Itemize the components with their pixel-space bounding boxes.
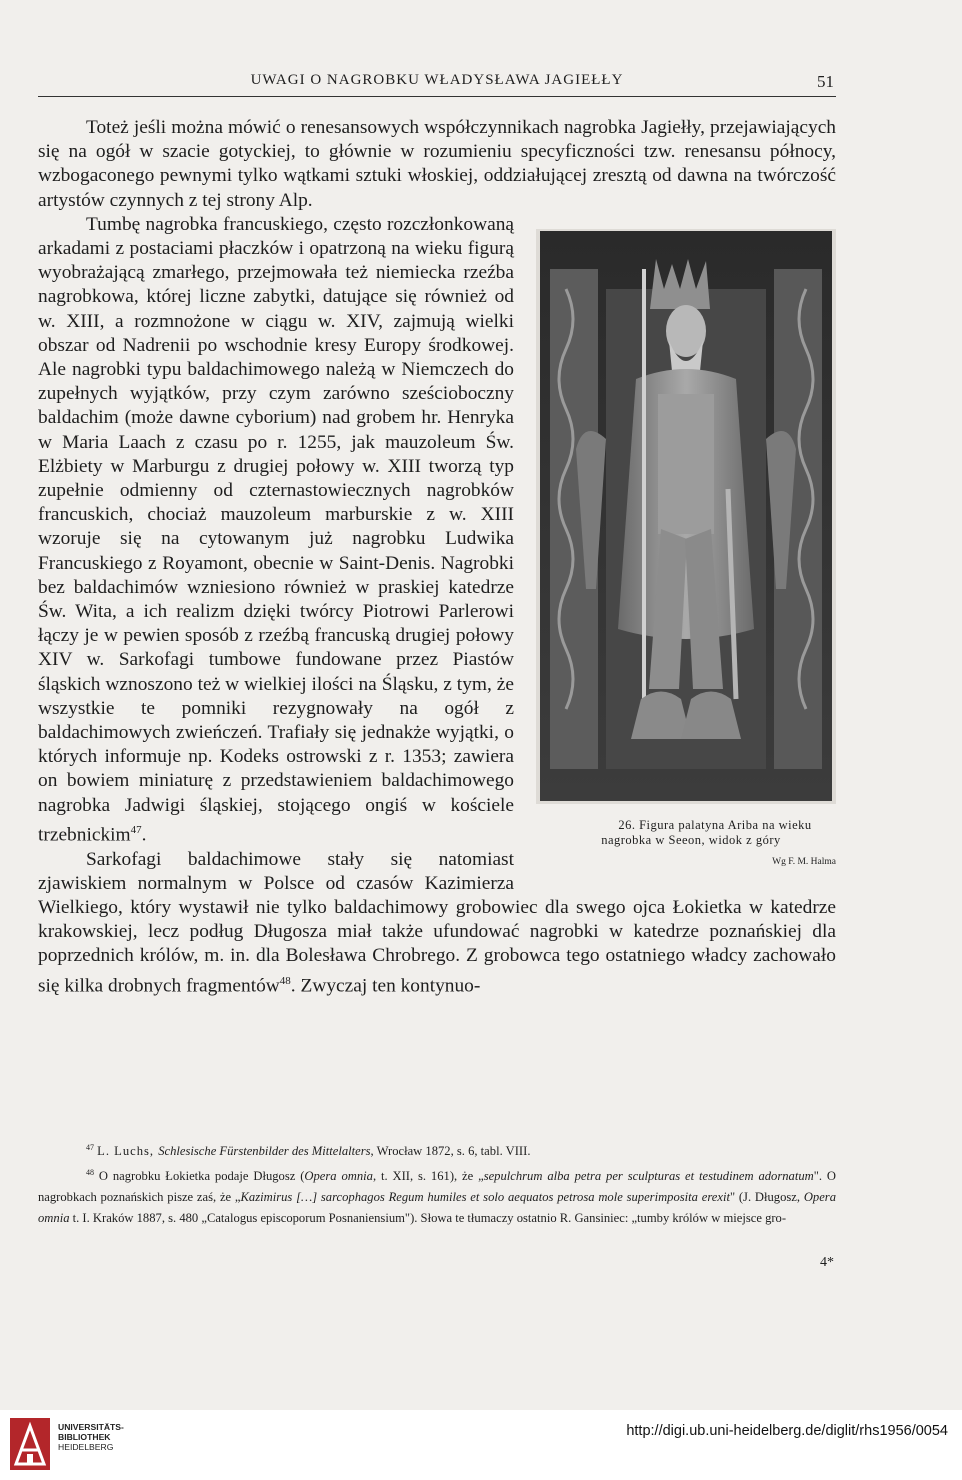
page-number: 51 (817, 72, 834, 91)
footnote-48-part-h: Opera omnia (38, 1190, 836, 1226)
paragraph-2: 26. Figura palatyna Ariba na wieku nagrobka w Seeon, widok z góry Wg F. M. Halma Tumbę nagrobka francuskiego, często rozczłonkowaną arkadami z postaciami płaczków i opatrzoną na wieku figurą wyobrażającą zmarłego, przejmowała też niemiecka rzeźba nagrobkowa, której liczne zabytki, datujące się również od w. XIII, a rozmnożone w ciągu w. XIV, zajmują wielki obszar od Nadrenii po wschodnie kresy Europy środkowej. Ale nagrobki typu baldachimowego należą w Niemczech do zupełnych wyjątków, przy czym zarówno sześcioboczny baldachim (może dawne cyborium) nad grobem hr. Henryka w Maria Laach z czasu po r. 1255, jak mauzoleum Św. Elżbiety w Marburgu z drugiej połowy w. XIII tworzą typ zupełnie odmienny od czternastowiecznych nagrobków francuskich, chociaż mauzoleum marburskie z w. XIII wzoruje się na cytowanym już nagrobku Ludwika Francuskiego z Royamont, obecnie w Saint-Denis. Nagrobki bez baldachimów wzniesiono również w praskiej katedrze Św. Wita, a ich realizm dzięki twórcy Piotrowi Parlerowi łączy je w pewien sposób z rzeźbą francuską drugiej połowy XIV w. Sarkofagi tumbowe fundowane przez Piastów śląskich wznoszono też w wielkiej ilości na Śląsku, z tym, że wszystkie te pomniki rezygnowały na ogół z baldachimowych zwieńczeń. Trafiały się jednakże wyjątki, o których informuje np. Kodeks ostrowski z r. 1353; zawiera on bowiem miniaturę z przedstawieniem baldachimowego nagrobka Jadwigi śląskiej, stojącego ongiś w kościele trzebnickim$^{47}$. (38, 213, 836, 848)
footnote-48-part-d: sepulchrum alba petra per sculpturas et testudinem adornatum (483, 1169, 814, 1184)
figure-credit: Wg F. M. Halma (772, 856, 836, 867)
footnote-48-part-f: Kazimirus […] sarcophagos Regum humiles et solo aequatos petrosa mole superimposita erexit (240, 1190, 730, 1205)
paragraph-3-text: Sarkofagi baldachimowe stały się natomiast zjawiskiem normalnym w Polsce od czasów Kazimierza Wielkiego, który wystawił nie tylko baldachimowy grobowiec dla swego ojca Łokietka w katedrze krakowskiej, lecz podług Długosza miał także ufundować nagrobki w katedrze poznańskiej dla poprzednich królów, m. in. dla Bolesława Chrobrego. Z grobowca tego ostatniego władcy zachowało się kilka drobnych fragmentów (38, 848, 836, 997)
footnote-48 (38, 1162, 836, 1229)
paragraph-3-end: . Zwyczaj ten kontynuo- (290, 975, 481, 997)
caption-line-2: nagrobka w Seeon, widok z góry (601, 832, 781, 847)
library-line-1: UNIVERSITÄTS- (58, 1422, 124, 1432)
footnote-47-author: L. Luchs, (97, 1144, 159, 1159)
footnote-47-rest: , Wrocław 1872, s. 6, tabl. VIII. (370, 1144, 531, 1159)
footnote-48-part-b: Opera omnia (304, 1169, 373, 1184)
signature-mark: 4* (820, 1255, 834, 1270)
footnote-48-part-i: t. I. Kraków 1887, s. 480 „Catalogus episcoporum Posnaniensium"). Słowa te tłumaczy ostatnio R. Gansiniec: „tumby królów w miejsce gro- (69, 1211, 787, 1226)
source-url-link[interactable]: http://digi.ub.uni-heidelberg.de/diglit/rhs1956/0054 (626, 1423, 948, 1439)
footnote-48-part-g: " (J. Długosz, (729, 1190, 804, 1205)
footnote-47-title: Schlesische Fürstenbilder des Mittelalters (158, 1144, 371, 1159)
library-name (58, 1422, 124, 1452)
caption-line-1: 26. Figura palatyna Ariba na wieku (618, 817, 812, 832)
paragraph-2-text: Tumbę nagrobka francuskiego, często rozczłonkowaną arkadami z postaciami płaczków i opatrzoną na wieku figurą wyobrażającą zmarłego, przejmowała też niemiecka rzeźba nagrobkowa, której liczne zabytki, datujące się również od w. XIII, a rozmnożone w ciągu w. XIV, zajmują wielki obszar od Nadrenii po wschodnie kresy Europy środkowej. Ale nagrobki typu baldachimowego należą w Niemczech do zupełnych wyjątków, przy czym zarówno sześcioboczny baldachim (może dawne cyborium) nad grobem hr. Henryka w Maria Laach z czasu po r. 1255, jak mauzoleum Św. Elżbiety w Marburgu z drugiej połowy w. XIII tworzą typ zupełnie odmienny od czternastowiecznych nagrobków francuskich, chociaż mauzoleum marburskie z w. XIII wzoruje się na cytowanym już nagrobku Ludwika Francuskiego z Royamont, obecnie w Saint-Denis. Nagrobki bez baldachimów wzniesiono również w praskiej katedrze Św. Wita, a ich realizm dzięki twórcy Piotrowi Parlerowi łączy je w pewien sposób z rzeźbą francuską drugiej połowy XIV w. Sarkofagi tumbowe fundowane przez Piastów śląskich wznoszono też w wielkiej ilości na Śląsku, z tym, że wszystkie te pomniki rezygnowały na ogół z baldachimowych zwieńczeń. Trafiały się jednakże wyjątki, o których informuje np. Kodeks ostrowski z r. 1353; zawiera on bowiem miniaturę z przedstawieniem baldachimowego nagrobka Jadwigi śląskiej, stojącego ongiś w kościele trzebnickim (38, 213, 514, 846)
footnote-48-part-e: ". O nagrobkach poznańskich pisze zaś, że „ (38, 1169, 836, 1205)
footnote-48-number: 48 (86, 1168, 94, 1178)
footnote-ref-48: 48 (279, 974, 291, 987)
footnotes (38, 1137, 836, 1229)
footnote-ref-47: 47 (130, 823, 142, 836)
figure (536, 229, 836, 874)
paragraph-1: Toteż jeśli można mówić o renesansowych współczynnikach nagrobka Jagiełły, przejawiających się na ogół w szacie gotyckiej, to głównie w rozumieniu specyficzności tzw. renesansu północy, wzbogaconego pewnymi tylko wątkami sztuki włoskiej, oddziałującej zresztą od dawna na twórczość artystów czynnych z tej strony Alp. (38, 117, 836, 211)
footnote-48-part-a: O nagrobku Łokietka podaje Długosz ( (98, 1169, 305, 1184)
figure-caption (536, 818, 836, 848)
running-head (38, 72, 836, 97)
footer-bar (0, 1410, 962, 1480)
library-logo-icon (10, 1418, 50, 1470)
footnote-47-number: 47 (86, 1143, 94, 1152)
body-text (38, 116, 836, 998)
library-line-2: BIBLIOTHEK (58, 1432, 111, 1442)
footnote-48-part-c: , t. XII, s. 161), że „ (372, 1169, 484, 1184)
library-line-3: HEIDELBERG (58, 1442, 114, 1452)
footnote-47 (38, 1137, 836, 1162)
tomb-effigy-photo (536, 229, 836, 804)
running-title: UWAGI O NAGROBKU WŁADYSŁAWA JAGIEŁŁY (250, 72, 624, 88)
